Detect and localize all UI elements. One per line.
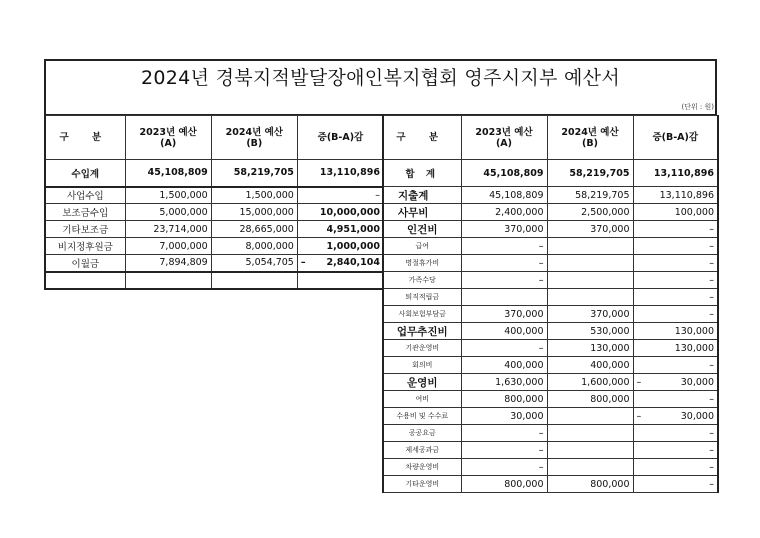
income-blank-row bbox=[45, 272, 384, 289]
expense-row-d: – bbox=[633, 221, 718, 238]
expense-row bbox=[383, 272, 718, 289]
income-table bbox=[44, 115, 384, 290]
income-row-b: 15,000,000 bbox=[211, 204, 297, 221]
expense-row bbox=[383, 323, 718, 340]
expense-row bbox=[383, 187, 718, 204]
expense-row-d: – bbox=[633, 459, 718, 476]
expense-row-label: 사무비 bbox=[383, 204, 461, 221]
expense-row-d bbox=[633, 408, 718, 425]
income-row-a: 7,000,000 bbox=[125, 238, 211, 255]
expense-table bbox=[382, 115, 719, 493]
expense-row-a: 45,108,809 bbox=[461, 187, 547, 204]
expense-row-a: – bbox=[461, 459, 547, 476]
expense-row-label: 여비 bbox=[383, 391, 461, 408]
expense-row-label: 급여 bbox=[383, 238, 461, 255]
expense-row-b: 530,000 bbox=[547, 323, 633, 340]
expense-row-a: – bbox=[461, 442, 547, 459]
income-row-label: 사업수입 bbox=[45, 187, 125, 204]
income-row-d-value: 2,840,104 bbox=[326, 257, 380, 269]
expense-row-d: – bbox=[633, 255, 718, 272]
expense-row-d: – bbox=[633, 357, 718, 374]
minus-sign: – bbox=[636, 410, 642, 422]
expense-row-b: 800,000 bbox=[547, 476, 633, 493]
expense-row-label: 차량운영비 bbox=[383, 459, 461, 476]
expense-total-d: 13,110,896 bbox=[633, 160, 718, 187]
expense-total-a: 45,108,809 bbox=[461, 160, 547, 187]
expense-row-d: 130,000 bbox=[633, 340, 718, 357]
expense-row-d: – bbox=[633, 238, 718, 255]
header-diff: 증(B-A)감 bbox=[297, 116, 383, 160]
income-row-b: 28,665,000 bbox=[211, 221, 297, 238]
header-category-2: 구 분 bbox=[383, 116, 461, 160]
header-diff-2: 증(B-A)감 bbox=[633, 116, 718, 160]
income-row bbox=[45, 187, 384, 204]
header-2023-2: 2023년 예산 (A) bbox=[461, 116, 547, 160]
expense-total-b: 58,219,705 bbox=[547, 160, 633, 187]
expense-row-d: – bbox=[633, 442, 718, 459]
expense-row-a: – bbox=[461, 272, 547, 289]
income-header-row bbox=[45, 116, 384, 160]
expense-row bbox=[383, 391, 718, 408]
income-row-label: 이월금 bbox=[45, 255, 125, 272]
expense-row bbox=[383, 357, 718, 374]
expense-row-b: 400,000 bbox=[547, 357, 633, 374]
expense-row-label: 가족수당 bbox=[383, 272, 461, 289]
minus-sign: – bbox=[300, 257, 306, 269]
expense-row-label: 퇴직적립금 bbox=[383, 289, 461, 306]
expense-row-a: 2,400,000 bbox=[461, 204, 547, 221]
expense-row-d: – bbox=[633, 272, 718, 289]
income-row-d-wrap bbox=[301, 257, 380, 268]
document-title: 2024년 경북지적발달장애인복지협회 영주시지부 예산서 bbox=[141, 67, 620, 89]
expense-row-d: – bbox=[633, 306, 718, 323]
expense-row-b: 800,000 bbox=[547, 391, 633, 408]
income-row-a: 5,000,000 bbox=[125, 204, 211, 221]
expense-row bbox=[383, 476, 718, 493]
income-row-label: 기타보조금 bbox=[45, 221, 125, 238]
expense-row-d: 100,000 bbox=[633, 204, 718, 221]
expense-row-d: – bbox=[633, 391, 718, 408]
expense-row-a: 370,000 bbox=[461, 221, 547, 238]
expense-total-label: 합 계 bbox=[383, 160, 461, 187]
expense-row-label: 인건비 bbox=[383, 221, 461, 238]
expense-row-b bbox=[547, 272, 633, 289]
expense-row-label: 기타운영비 bbox=[383, 476, 461, 493]
income-row bbox=[45, 255, 384, 272]
expense-row bbox=[383, 221, 718, 238]
expense-row-label: 업무추진비 bbox=[383, 323, 461, 340]
expense-row-a: – bbox=[461, 238, 547, 255]
expense-row-a: 370,000 bbox=[461, 306, 547, 323]
income-total-d: 13,110,896 bbox=[297, 160, 383, 187]
income-total-row bbox=[45, 160, 384, 187]
expense-row-b bbox=[547, 408, 633, 425]
header-category: 구 분 bbox=[45, 116, 125, 160]
expense-row bbox=[383, 374, 718, 391]
income-rows bbox=[45, 187, 384, 272]
expense-row-a: – bbox=[461, 255, 547, 272]
minus-sign: – bbox=[636, 376, 642, 388]
income-row bbox=[45, 238, 384, 255]
expense-row-d: – bbox=[633, 425, 718, 442]
income-row-d bbox=[297, 255, 383, 272]
expense-row-b bbox=[547, 459, 633, 476]
income-row bbox=[45, 204, 384, 221]
expense-row-d: 13,110,896 bbox=[633, 187, 718, 204]
expense-row bbox=[383, 425, 718, 442]
income-total-b: 58,219,705 bbox=[211, 160, 297, 187]
income-row-b: 1,500,000 bbox=[211, 187, 297, 204]
income-total-label: 수입계 bbox=[45, 160, 125, 187]
expense-row-b: 2,500,000 bbox=[547, 204, 633, 221]
expense-row bbox=[383, 255, 718, 272]
expense-row-b: 1,600,000 bbox=[547, 374, 633, 391]
expense-row-a: 30,000 bbox=[461, 408, 547, 425]
expense-row bbox=[383, 459, 718, 476]
income-row-a: 23,714,000 bbox=[125, 221, 211, 238]
expense-row-b bbox=[547, 442, 633, 459]
expense-row-d-wrap bbox=[637, 377, 715, 388]
expense-row-a: 1,630,000 bbox=[461, 374, 547, 391]
income-row-b: 8,000,000 bbox=[211, 238, 297, 255]
unit-label: (단위 : 원) bbox=[681, 103, 714, 111]
income-row-d: – bbox=[297, 187, 383, 204]
expense-row-b: 370,000 bbox=[547, 221, 633, 238]
expense-row bbox=[383, 306, 718, 323]
expense-row-a bbox=[461, 289, 547, 306]
income-row-d: 10,000,000 bbox=[297, 204, 383, 221]
income-row-label: 비지정후원금 bbox=[45, 238, 125, 255]
expense-row-a: 400,000 bbox=[461, 323, 547, 340]
income-row bbox=[45, 221, 384, 238]
income-row-a: 7,894,809 bbox=[125, 255, 211, 272]
income-row-d: 1,000,000 bbox=[297, 238, 383, 255]
income-row-a: 1,500,000 bbox=[125, 187, 211, 204]
expense-row bbox=[383, 340, 718, 357]
expense-row-b: 370,000 bbox=[547, 306, 633, 323]
expense-row bbox=[383, 289, 718, 306]
expense-header-row bbox=[383, 116, 718, 160]
income-row-b: 5,054,705 bbox=[211, 255, 297, 272]
expense-row-a: 800,000 bbox=[461, 476, 547, 493]
expense-row-a: 800,000 bbox=[461, 391, 547, 408]
expense-row-label: 사회보험부담금 bbox=[383, 306, 461, 323]
expense-row-label: 지출계 bbox=[383, 187, 461, 204]
expense-row-d: – bbox=[633, 289, 718, 306]
expense-row-d: 130,000 bbox=[633, 323, 718, 340]
expense-row bbox=[383, 204, 718, 221]
expense-total-row bbox=[383, 160, 718, 187]
expense-row-b: 130,000 bbox=[547, 340, 633, 357]
expense-row-a: – bbox=[461, 340, 547, 357]
expense-row-a: – bbox=[461, 425, 547, 442]
expense-row-a: 400,000 bbox=[461, 357, 547, 374]
expense-row-label: 명절휴가비 bbox=[383, 255, 461, 272]
expense-row-label: 회의비 bbox=[383, 357, 461, 374]
expense-row bbox=[383, 442, 718, 459]
expense-row-b bbox=[547, 255, 633, 272]
income-row-label: 보조금수입 bbox=[45, 204, 125, 221]
expense-row bbox=[383, 408, 718, 425]
expense-rows bbox=[383, 187, 718, 493]
expense-row-d: – bbox=[633, 476, 718, 493]
expense-row-d-value: 30,000 bbox=[680, 376, 714, 388]
header-2024: 2024년 예산 (B) bbox=[211, 116, 297, 160]
expense-row bbox=[383, 238, 718, 255]
header-2023: 2023년 예산 (A) bbox=[125, 116, 211, 160]
expense-row-label: 수용비 및 수수료 bbox=[383, 408, 461, 425]
expense-row-d-wrap bbox=[637, 411, 715, 422]
expense-row-b: 58,219,705 bbox=[547, 187, 633, 204]
expense-row-label: 제세공과금 bbox=[383, 442, 461, 459]
expense-row-b bbox=[547, 238, 633, 255]
expense-row-b bbox=[547, 289, 633, 306]
expense-row-d-value: 30,000 bbox=[680, 410, 714, 422]
header-2024-2: 2024년 예산 (B) bbox=[547, 116, 633, 160]
expense-row-label: 운영비 bbox=[383, 374, 461, 391]
expense-row-b bbox=[547, 425, 633, 442]
income-row-d: 4,951,000 bbox=[297, 221, 383, 238]
expense-row-label: 공공요금 bbox=[383, 425, 461, 442]
income-total-a: 45,108,809 bbox=[125, 160, 211, 187]
expense-row-d bbox=[633, 374, 718, 391]
expense-row-label: 기관운영비 bbox=[383, 340, 461, 357]
